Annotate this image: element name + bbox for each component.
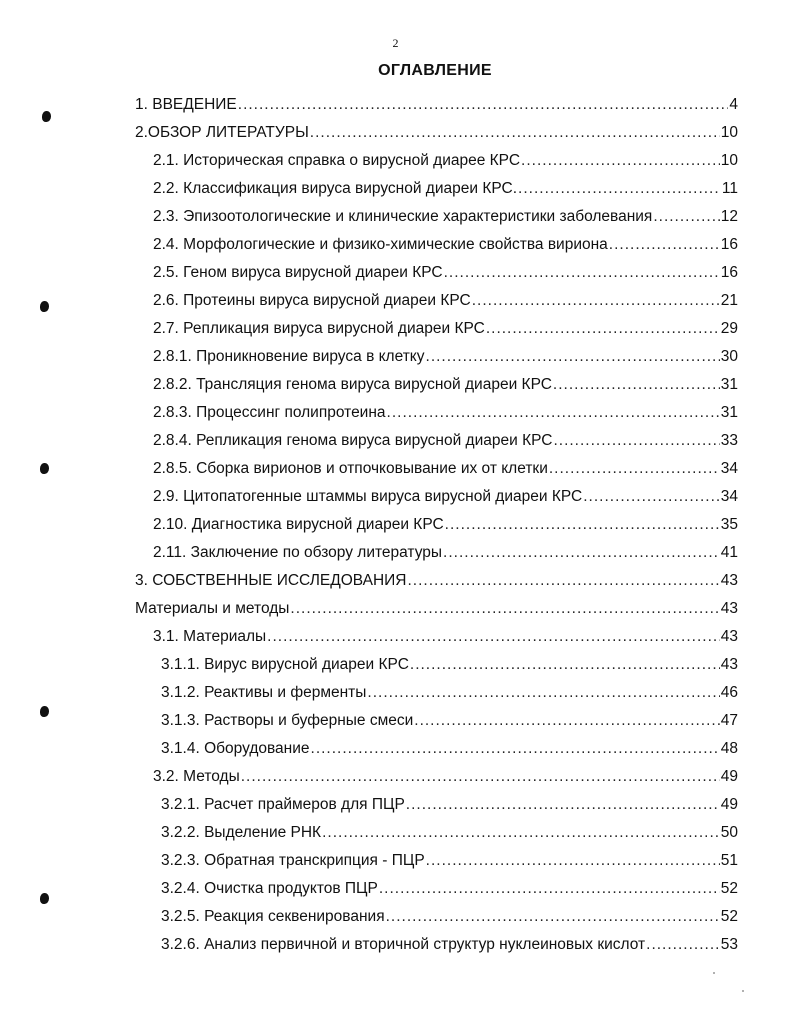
toc-entry-page: 48	[720, 740, 738, 757]
toc-entry[interactable]	[161, 682, 738, 704]
toc-entry[interactable]	[153, 766, 738, 788]
toc-entry[interactable]	[153, 486, 738, 508]
toc-entry[interactable]	[161, 934, 738, 956]
dot-leader	[238, 94, 729, 116]
toc-entry-page: 10	[720, 124, 738, 141]
toc-entry-label: 2.8.2. Трансляция генома вируса вирусной диареи КРС	[153, 376, 552, 393]
toc-entry-label: 2.8.3. Процессинг полипротеина	[153, 404, 386, 421]
toc-entry-page: 43	[720, 572, 738, 589]
toc-entry[interactable]	[153, 626, 738, 648]
dot-leader	[322, 822, 720, 844]
toc-entry-label: 3.1.4. Оборудование	[161, 740, 310, 757]
toc-entry-page: 10	[720, 152, 738, 169]
scan-speck	[713, 972, 715, 974]
dot-leader	[310, 122, 720, 144]
dot-leader	[426, 346, 720, 368]
toc-entry-label: 2.7. Репликация вируса вирусной диареи КРС	[153, 320, 485, 337]
toc-entry[interactable]	[153, 262, 738, 284]
dot-leader	[486, 318, 720, 340]
toc-entry[interactable]	[161, 878, 738, 900]
toc-entry[interactable]	[135, 94, 738, 116]
toc-entry-page: 11	[721, 180, 738, 197]
dot-leader	[241, 766, 720, 788]
toc-entry-label: 3.1.2. Реактивы и ферменты	[161, 684, 367, 701]
toc-entry[interactable]	[161, 654, 738, 676]
toc-entry[interactable]	[153, 206, 738, 228]
dot-leader	[406, 794, 720, 816]
dot-leader	[414, 710, 719, 732]
toc-entry-page: 34	[720, 488, 738, 505]
toc-entry[interactable]	[153, 234, 738, 256]
dot-leader	[311, 738, 720, 760]
toc-entry-label: 2.1. Историческая справка о вирусной диарее КРС	[153, 152, 521, 169]
toc-entry-label: 3.2. Методы	[153, 768, 240, 785]
punch-hole-mark	[40, 706, 49, 717]
dot-leader	[444, 262, 720, 284]
toc-entry-label: 2.ОБЗОР ЛИТЕРАТУРЫ	[135, 124, 309, 141]
toc-entry[interactable]	[153, 150, 738, 172]
toc-entry-page: 31	[720, 404, 738, 421]
toc-entry[interactable]	[153, 430, 738, 452]
toc-entry-page: 4	[729, 96, 738, 113]
toc-entry[interactable]	[135, 570, 738, 592]
toc-entry-label: 3.2.2. Выделение РНК	[161, 824, 322, 841]
dot-leader	[387, 402, 720, 424]
toc-entry-label: 3.1. Материалы	[153, 628, 267, 645]
toc-entry[interactable]	[161, 794, 738, 816]
dot-leader	[445, 514, 720, 536]
dot-leader	[553, 430, 719, 452]
toc-entry-page: 12	[720, 208, 738, 225]
dot-leader	[443, 542, 720, 564]
toc-entry-page: 31	[720, 376, 738, 393]
toc-entry-label: 2.6. Протеины вируса вирусной диареи КРС	[153, 292, 471, 309]
toc-entry-page: 52	[720, 908, 738, 925]
toc-entry-label: 2.2. Классификация вируса вирусной диареи КРС.	[153, 180, 518, 197]
dot-leader	[653, 206, 719, 228]
toc-entry-label: 1. ВВЕДЕНИЕ	[135, 96, 237, 113]
toc-entry-page: 53	[720, 936, 738, 953]
toc-entry-label: 3.2.1. Расчет праймеров для ПЦР	[161, 796, 405, 813]
toc-entry-page: 16	[720, 236, 738, 253]
dot-leader	[518, 178, 721, 200]
toc-entry[interactable]	[153, 318, 738, 340]
toc-entry-page: 43	[720, 656, 738, 673]
dot-leader	[379, 878, 720, 900]
toc-entry-label: 2.4. Морфологические и физико-химические свойства вириона	[153, 236, 608, 253]
toc-entry[interactable]	[153, 290, 738, 312]
toc-entry[interactable]	[161, 822, 738, 844]
toc-entry[interactable]	[161, 710, 738, 732]
dot-leader	[410, 654, 720, 676]
toc-entry-label: 3.1.1. Вирус вирусной диареи КРС	[161, 656, 409, 673]
dot-leader	[472, 290, 720, 312]
dot-leader	[521, 150, 720, 172]
toc-entry[interactable]	[153, 514, 738, 536]
toc-entry-page: 35	[720, 516, 738, 533]
toc-entry-label: 3.1.3. Растворы и буферные смеси	[161, 712, 414, 729]
toc-entry[interactable]	[161, 738, 738, 760]
dot-leader	[583, 486, 720, 508]
toc-entry-page: 16	[720, 264, 738, 281]
toc-entry-page: 52	[720, 880, 738, 897]
toc-entry-page: 49	[720, 768, 738, 785]
toc-entry-label: 2.8.4. Репликация генома вируса вирусной диареи КРС	[153, 432, 553, 449]
dot-leader	[553, 374, 720, 396]
punch-hole-mark	[40, 893, 49, 904]
punch-hole-mark	[40, 301, 49, 312]
toc-entry-label: Материалы и методы	[135, 600, 290, 617]
punch-hole-mark	[40, 463, 49, 474]
toc-entry-page: 46	[720, 684, 738, 701]
scan-speck	[742, 990, 744, 992]
toc-entry-label: 3.2.5. Реакция секвенирования	[161, 908, 385, 925]
toc-entry[interactable]	[161, 906, 738, 928]
dot-leader	[426, 850, 720, 872]
dot-leader	[367, 682, 719, 704]
dot-leader	[386, 906, 720, 928]
toc-entry-label: 2.10. Диагностика вирусной диареи КРС	[153, 516, 444, 533]
toc-entry[interactable]	[153, 542, 738, 564]
toc-entry-label: 2.9. Цитопатогенные штаммы вируса вирусной диареи КРС	[153, 488, 583, 505]
toc-entry[interactable]	[153, 346, 738, 368]
toc-entry-page: 33	[720, 432, 738, 449]
toc-entry[interactable]	[135, 122, 738, 144]
toc-entry-label: 2.3. Эпизоотологические и клинические характеристики заболевания	[153, 208, 653, 225]
toc-entry-label: 2.11. Заключение по обзору литературы	[153, 544, 443, 561]
toc-entry[interactable]	[153, 458, 738, 480]
toc-entry-label: 3.2.6. Анализ первичной и вторичной структур нуклеиновых кислот	[161, 936, 646, 953]
toc-entry[interactable]	[153, 402, 738, 424]
toc-entry-page: 43	[720, 628, 738, 645]
toc-entry-page: 34	[720, 460, 738, 477]
toc-entry-page: 29	[720, 320, 738, 337]
toc-entry-label: 2.5. Геном вируса вирусной диареи КРС	[153, 264, 443, 281]
toc-entry-label: 3.2.3. Обратная транскрипция - ПЦР	[161, 852, 425, 869]
page-number: 2	[392, 36, 399, 50]
toc-entry-page: 41	[720, 544, 738, 561]
dot-leader	[290, 598, 719, 620]
dot-leader	[609, 234, 720, 256]
toc-entry[interactable]	[153, 178, 738, 200]
toc-entry-page: 51	[720, 852, 738, 869]
toc-title: ОГЛАВЛЕНИЕ	[378, 62, 492, 79]
punch-hole-mark	[42, 111, 51, 122]
toc-entry-page: 49	[720, 796, 738, 813]
dot-leader	[646, 934, 720, 956]
toc-entry-label: 2.8.1. Проникновение вируса в клетку	[153, 348, 425, 365]
toc-entry[interactable]	[135, 598, 738, 620]
toc-entry-page: 21	[720, 292, 738, 309]
dot-leader	[267, 626, 720, 648]
toc-entry[interactable]	[161, 850, 738, 872]
toc-entry-page: 30	[720, 348, 738, 365]
toc-entry-label: 3.2.4. Очистка продуктов ПЦР	[161, 880, 378, 897]
dot-leader	[408, 570, 720, 592]
dot-leader	[549, 458, 720, 480]
toc-entry-label: 3. СОБСТВЕННЫЕ ИССЛЕДОВАНИЯ	[135, 572, 407, 589]
toc-entry-page: 47	[720, 712, 738, 729]
toc-entry-page: 50	[720, 824, 738, 841]
toc-entry-page: 43	[720, 600, 738, 617]
toc-entry-label: 2.8.5. Сборка вирионов и отпочковывание их от клетки	[153, 460, 548, 477]
toc-entry[interactable]	[153, 374, 738, 396]
